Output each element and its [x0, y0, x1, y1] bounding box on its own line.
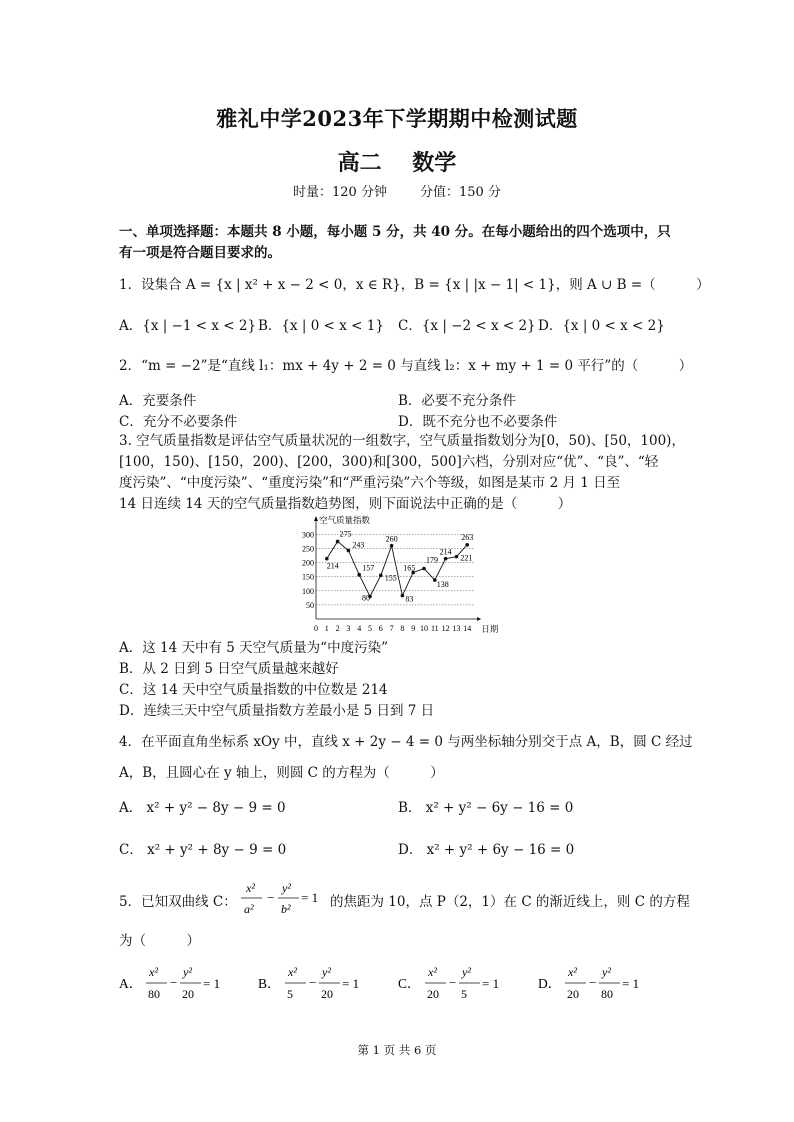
y-tick-label: 200 — [302, 558, 314, 568]
x-tick-label: 4 — [357, 624, 362, 633]
aqi-data-label: 243 — [352, 540, 365, 550]
q3-stem-line2: [100，150)、[150，200)、[200，300)和[300，500]六档，分别对应“优”、“良”、“轻 — [119, 454, 659, 470]
x-tick-label: 6 — [378, 624, 383, 633]
x-tick-label: 2 — [335, 624, 340, 633]
q5-option-minus: − — [449, 975, 457, 990]
aqi-data-point — [379, 573, 383, 577]
q4-stem-line2: A，B，且圆心在 y 轴上，则圆 C 的方程为（ ） — [119, 765, 444, 781]
q5-option-numerator-1: x² — [428, 965, 437, 979]
q3-option-b: B．从 2 日到 5 日空气质量越来越好 — [119, 661, 339, 677]
q4-option-d: D． x² + y² + 6y − 16 = 0 — [398, 842, 575, 858]
aqi-data-label: 179 — [426, 555, 438, 565]
q5-stem-part2: 的焦距为 10，点 P（2，1）在 C 的渐近线上，则 C 的方程 — [330, 894, 690, 910]
q5-option-a-svg — [119, 962, 244, 1006]
q3-stem-line3: 度污染”、“中度污染”、“重度污染”和“严重污染”六个等级，如图是某市 2 月 1 日至 — [119, 475, 621, 491]
q5-option-numerator-1: x² — [568, 965, 577, 979]
aqi-data-point — [390, 544, 394, 548]
aqi-data-label: 157 — [362, 563, 375, 573]
aqi-data-label: 263 — [461, 532, 474, 542]
q1-option-c: C．{x | −2 < x < 2} — [398, 318, 536, 334]
q5-option-numerator-2: y² — [322, 965, 331, 979]
y-tick-label: 50 — [306, 600, 314, 610]
q5-option-c-svg — [398, 962, 523, 1006]
q5-option-label: C． — [398, 976, 421, 991]
x-tick-label: 0 — [314, 624, 318, 633]
page-footer: 第 1 页 共 6 页 — [357, 1043, 437, 1057]
aqi-data-label: 80 — [362, 593, 370, 603]
aqi-data-point — [465, 543, 469, 547]
q5-option-numerator-1: x² — [288, 965, 297, 979]
q2-stem: 2．“m = −2”是“直线 l₁：mx + 4y + 2 = 0 与直线 l₂：x + my + 1 = 0 平行”的（ ） — [119, 358, 693, 374]
q3-option-a: A．这 14 天中有 5 天空气质量为“中度污染” — [119, 640, 388, 656]
q4-option-c: C． x² + y² + 8y − 9 = 0 — [119, 842, 287, 858]
x-tick-label: 3 — [346, 624, 351, 633]
section1-heading-line1: 一、单项选择题：本题共 8 小题，每小题 5 分，共 40 分。在每小题给出的四个选项中，只 — [119, 224, 671, 240]
x-tick-label: 12 — [441, 624, 450, 633]
y-tick-label: 300 — [302, 530, 314, 540]
q5-eq-one: = 1 — [301, 890, 319, 905]
q1-option-b: B．{x | 0 < x < 1} — [258, 318, 384, 334]
aqi-data-point — [325, 557, 329, 561]
q5-equation-svg — [238, 878, 330, 922]
q1-option-a: A．{x | −1 < x < 2} — [119, 318, 257, 334]
q1-option-d: D．{x | 0 < x < 2} — [538, 318, 665, 334]
q5-option-d-svg — [538, 962, 663, 1006]
x-tick-label: 9 — [411, 624, 416, 633]
q3-option-c: C．这 14 天中空气质量指数的中位数是 214 — [119, 682, 388, 698]
q5-option-numerator-2: y² — [462, 965, 471, 979]
aqi-data-point — [422, 567, 426, 571]
y-axis-arrow — [314, 516, 318, 521]
q5-option-label: B． — [258, 976, 281, 991]
q5-option-eq-one: = 1 — [482, 976, 500, 991]
aqi-trend-chart — [290, 514, 500, 634]
q5-option-a — [119, 962, 244, 1010]
aqi-data-label: 260 — [385, 534, 398, 544]
y-axis-title: 空气质量指数 — [319, 516, 371, 526]
aqi-data-point — [401, 594, 405, 598]
exam-subject: 高二 数学 — [337, 150, 457, 176]
q2-option-c: C．充分不必要条件 — [119, 414, 238, 430]
x-tick-label: 10 — [420, 624, 428, 633]
x-tick-label: 13 — [452, 624, 461, 633]
x-tick-label: 11 — [430, 624, 439, 633]
aqi-data-label: 214 — [439, 547, 452, 557]
aqi-data-label: 155 — [384, 573, 397, 583]
aqi-data-label: 221 — [460, 553, 473, 563]
exam-time-info: 时量：120 分钟 分值：150 分 — [293, 185, 501, 200]
q5-stem-part1: 5．已知双曲线 C： — [119, 894, 237, 910]
x-tick-label: 7 — [389, 624, 394, 633]
q5-num-x: x² — [246, 881, 255, 895]
y-tick-label: 100 — [302, 586, 314, 596]
q5-option-eq-one: = 1 — [622, 976, 640, 991]
q5-option-numerator-2: y² — [183, 965, 192, 979]
q5-option-label: A． — [119, 976, 143, 991]
q5-num-y: y² — [282, 881, 291, 895]
q4-option-a: A． x² + y² − 8y − 9 = 0 — [119, 800, 286, 816]
q5-stem-line2: 为（ ） — [119, 933, 200, 949]
q5-option-minus: − — [309, 975, 317, 990]
aqi-data-point — [444, 557, 448, 561]
q5-option-minus: − — [589, 975, 597, 990]
q5-option-numerator-1: x² — [149, 965, 158, 979]
q5-option-eq-one: = 1 — [342, 976, 360, 991]
aqi-data-label: 138 — [436, 580, 449, 590]
q5-option-denominator-2: 5 — [461, 987, 467, 1001]
x-tick-label: 8 — [400, 624, 405, 633]
q5-option-c — [398, 962, 523, 1010]
q2-option-d: D．既不充分也不必要条件 — [398, 414, 558, 430]
q5-option-b-svg — [258, 962, 383, 1006]
q3-stem-line1: 3. 空气质量指数是评估空气质量状况的一组数字，空气质量指数划分为[0，50)、[50，100)， — [119, 433, 685, 449]
q5-option-denominator-1: 80 — [148, 987, 160, 1001]
q5-option-d — [538, 962, 663, 1010]
q5-option-denominator-2: 80 — [601, 987, 613, 1001]
q5-option-denominator-1: 5 — [287, 987, 293, 1001]
aqi-data-point — [347, 549, 351, 553]
q5-option-minus: − — [170, 975, 178, 990]
x-axis-arrow — [477, 617, 481, 621]
y-tick-label: 150 — [302, 572, 314, 582]
q5-option-denominator-2: 20 — [321, 987, 333, 1001]
y-tick-label: 250 — [302, 544, 314, 554]
q5-minus: − — [267, 890, 275, 905]
q5-den-a: a² — [244, 902, 254, 916]
aqi-data-label: 83 — [405, 594, 414, 604]
q5-option-denominator-1: 20 — [427, 987, 439, 1001]
q3-option-d: D．连续三天中空气质量指数方差最小是 5 日到 7 日 — [119, 703, 435, 719]
q5-option-numerator-2: y² — [602, 965, 611, 979]
x-tick-label: 14 — [463, 624, 472, 633]
section1-heading-line2: 有一项是符合题目要求的。 — [119, 245, 281, 261]
q5-option-denominator-1: 20 — [567, 987, 579, 1001]
q4-stem-line1: 4．在平面直角坐标系 xOy 中，直线 x + 2y − 4 = 0 与两坐标轴分别交于点 A，B，圆 C 经过 — [119, 734, 693, 750]
aqi-data-point — [455, 555, 459, 559]
x-axis-title: 日期 — [481, 625, 499, 634]
x-tick-label: 1 — [324, 624, 329, 633]
aqi-data-point — [336, 540, 340, 544]
q2-option-a: A．充要条件 — [119, 393, 197, 409]
q5-option-eq-one: = 1 — [203, 976, 221, 991]
aqi-data-label: 275 — [339, 529, 352, 539]
q5-den-b: b² — [281, 902, 291, 916]
q5-hyperbola-equation — [238, 878, 330, 922]
q5-option-label: D． — [538, 976, 562, 991]
aqi-data-point — [357, 573, 361, 577]
q2-option-b: B．必要不充分条件 — [398, 393, 516, 409]
q5-option-denominator-2: 20 — [182, 987, 194, 1001]
aqi-data-label: 165 — [403, 563, 416, 573]
exam-title: 雅礼中学2023年下学期期中检测试题 — [216, 106, 578, 131]
q1-stem: 1．设集合 A = {x | x² + x − 2 < 0，x ∈ R}，B = {x | |x − 1| < 1}，则 A ∪ B =（ ） — [119, 277, 710, 293]
q4-option-b: B． x² + y² − 6y − 16 = 0 — [398, 800, 574, 816]
q5-option-b — [258, 962, 383, 1010]
q3-stem-line4: 14 日连续 14 天的空气质量指数趋势图，则下面说法中正确的是（ ） — [119, 496, 572, 512]
x-tick-label: 5 — [368, 624, 372, 633]
aqi-data-label: 214 — [326, 561, 339, 571]
